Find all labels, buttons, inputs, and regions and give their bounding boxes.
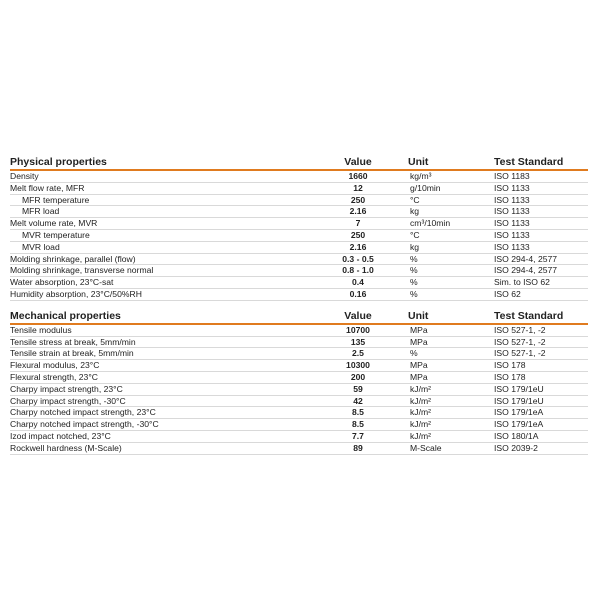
value-cell: 42	[308, 395, 408, 407]
table-row	[10, 395, 588, 407]
table-row	[10, 265, 588, 277]
standard-cell: ISO 179/1eA	[494, 419, 588, 431]
property-cell: Tensile stress at break, 5mm/min	[10, 336, 308, 348]
property-cell: Izod impact notched, 23°C	[10, 430, 308, 442]
property-cell: Density	[10, 170, 308, 182]
unit-cell: MPa	[408, 360, 494, 372]
unit-cell: %	[408, 288, 494, 300]
property-cell: Water absorption, 23°C-sat	[10, 277, 308, 289]
table-row	[10, 218, 588, 230]
physical-heading: Physical properties	[10, 151, 308, 170]
standard-cell: ISO 527-1, -2	[494, 324, 588, 336]
unit-cell: kJ/m²	[408, 383, 494, 395]
value-cell: 0.16	[308, 288, 408, 300]
mechanical-value-header: Value	[308, 305, 408, 324]
standard-cell: ISO 180/1A	[494, 430, 588, 442]
table-row	[10, 324, 588, 336]
value-cell: 0.4	[308, 277, 408, 289]
property-cell: Humidity absorption, 23°C/50%RH	[10, 288, 308, 300]
unit-cell: %	[408, 348, 494, 360]
unit-cell: MPa	[408, 336, 494, 348]
unit-cell: cm³/10min	[408, 218, 494, 230]
table-row	[10, 407, 588, 419]
property-cell: Flexural strength, 23°C	[10, 371, 308, 383]
standard-cell: ISO 1133	[494, 218, 588, 230]
physical-unit-header: Unit	[408, 151, 494, 170]
value-cell: 7.7	[308, 430, 408, 442]
unit-cell: MPa	[408, 324, 494, 336]
value-cell: 12	[308, 182, 408, 194]
standard-cell: ISO 1133	[494, 194, 588, 206]
value-cell: 2.16	[308, 206, 408, 218]
value-cell: 135	[308, 336, 408, 348]
property-cell: Charpy impact strength, 23°C	[10, 383, 308, 395]
property-cell: MFR load	[10, 206, 308, 218]
standard-cell: ISO 179/1eU	[494, 383, 588, 395]
unit-cell: M-Scale	[408, 442, 494, 454]
unit-cell: g/10min	[408, 182, 494, 194]
property-cell: Charpy notched impact strength, -30°C	[10, 419, 308, 431]
table-row	[10, 430, 588, 442]
table-row	[10, 194, 588, 206]
property-cell: Melt flow rate, MFR	[10, 182, 308, 194]
table-row	[10, 206, 588, 218]
mechanical-header-row	[10, 305, 588, 324]
physical-header-row	[10, 151, 588, 170]
table-row	[10, 170, 588, 182]
value-cell: 1660	[308, 170, 408, 182]
mechanical-heading: Mechanical properties	[10, 305, 308, 324]
unit-cell: %	[408, 277, 494, 289]
table-row	[10, 277, 588, 289]
value-cell: 0.3 - 0.5	[308, 253, 408, 265]
property-cell: Charpy notched impact strength, 23°C	[10, 407, 308, 419]
standard-cell: ISO 527-1, -2	[494, 336, 588, 348]
property-cell: Flexural modulus, 23°C	[10, 360, 308, 372]
unit-cell: kg	[408, 206, 494, 218]
physical-value-header: Value	[308, 151, 408, 170]
standard-cell: ISO 1133	[494, 241, 588, 253]
table-row	[10, 288, 588, 300]
unit-cell: MPa	[408, 371, 494, 383]
value-cell: 7	[308, 218, 408, 230]
unit-cell: kJ/m²	[408, 407, 494, 419]
standard-cell: ISO 62	[494, 288, 588, 300]
table-row	[10, 371, 588, 383]
standard-cell: ISO 1183	[494, 170, 588, 182]
unit-cell: °C	[408, 194, 494, 206]
standard-cell: ISO 1133	[494, 229, 588, 241]
value-cell: 2.5	[308, 348, 408, 360]
standard-cell: ISO 527-1, -2	[494, 348, 588, 360]
mechanical-unit-header: Unit	[408, 305, 494, 324]
value-cell: 8.5	[308, 407, 408, 419]
value-cell: 89	[308, 442, 408, 454]
property-cell: Molding shrinkage, parallel (flow)	[10, 253, 308, 265]
standard-cell: Sim. to ISO 62	[494, 277, 588, 289]
property-cell: Molding shrinkage, transverse normal	[10, 265, 308, 277]
table-row	[10, 348, 588, 360]
unit-cell: %	[408, 253, 494, 265]
standard-cell: ISO 1133	[494, 182, 588, 194]
property-cell: Melt volume rate, MVR	[10, 218, 308, 230]
unit-cell: kg/m³	[408, 170, 494, 182]
physical-properties-table	[10, 151, 588, 301]
unit-cell: kJ/m²	[408, 419, 494, 431]
value-cell: 10700	[308, 324, 408, 336]
datasheet	[10, 151, 588, 455]
standard-cell: ISO 294-4, 2577	[494, 253, 588, 265]
value-cell: 10300	[308, 360, 408, 372]
value-cell: 2.16	[308, 241, 408, 253]
value-cell: 250	[308, 194, 408, 206]
table-row	[10, 336, 588, 348]
table-row	[10, 182, 588, 194]
standard-cell: ISO 179/1eU	[494, 395, 588, 407]
mechanical-rows	[10, 324, 588, 454]
mechanical-properties-table	[10, 305, 588, 455]
table-row	[10, 383, 588, 395]
unit-cell: °C	[408, 229, 494, 241]
standard-cell: ISO 178	[494, 371, 588, 383]
standard-cell: ISO 178	[494, 360, 588, 372]
physical-rows	[10, 170, 588, 300]
property-cell: MVR load	[10, 241, 308, 253]
unit-cell: kJ/m²	[408, 430, 494, 442]
value-cell: 8.5	[308, 419, 408, 431]
table-row	[10, 229, 588, 241]
table-row	[10, 253, 588, 265]
value-cell: 59	[308, 383, 408, 395]
standard-cell: ISO 2039-2	[494, 442, 588, 454]
property-cell: Rockwell hardness (M-Scale)	[10, 442, 308, 454]
table-row	[10, 442, 588, 454]
value-cell: 250	[308, 229, 408, 241]
property-cell: Charpy impact strength, -30°C	[10, 395, 308, 407]
unit-cell: %	[408, 265, 494, 277]
property-cell: MFR temperature	[10, 194, 308, 206]
standard-cell: ISO 179/1eA	[494, 407, 588, 419]
value-cell: 0.8 - 1.0	[308, 265, 408, 277]
value-cell: 200	[308, 371, 408, 383]
standard-cell: ISO 294-4, 2577	[494, 265, 588, 277]
property-cell: Tensile modulus	[10, 324, 308, 336]
property-cell: Tensile strain at break, 5mm/min	[10, 348, 308, 360]
table-row	[10, 360, 588, 372]
table-row	[10, 419, 588, 431]
standard-cell: ISO 1133	[494, 206, 588, 218]
property-cell: MVR temperature	[10, 229, 308, 241]
physical-standard-header: Test Standard	[494, 151, 588, 170]
unit-cell: kg	[408, 241, 494, 253]
table-row	[10, 241, 588, 253]
mechanical-standard-header: Test Standard	[494, 305, 588, 324]
unit-cell: kJ/m²	[408, 395, 494, 407]
